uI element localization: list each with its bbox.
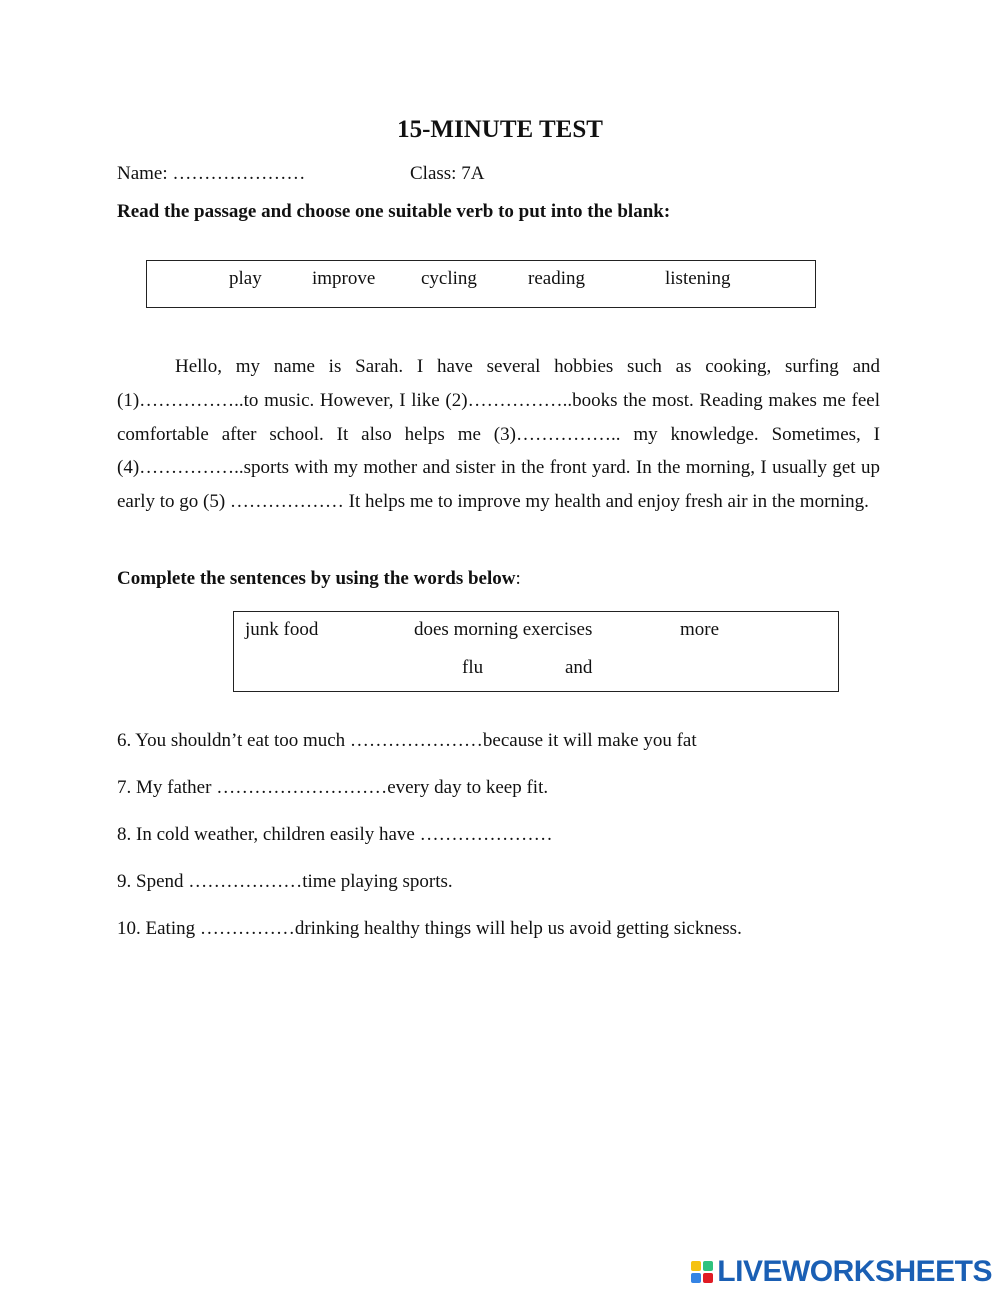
- page-title: 15-MINUTE TEST: [397, 116, 603, 143]
- question-10: 10. Eating ……………drinking healthy things will help us avoid getting sickness.: [117, 918, 742, 939]
- section2-instruction: [117, 568, 521, 590]
- word-bank-item: and: [565, 657, 593, 678]
- verb-word-box: [146, 260, 816, 308]
- word-bank-item: reading: [528, 268, 585, 289]
- section1-instruction: Read the passage and choose one suitable verb to put into the blank:: [117, 201, 671, 222]
- logo-text: LIVEWORKSHEETS: [717, 1255, 992, 1288]
- word-bank-item: does morning exercises: [414, 619, 593, 640]
- question-6: 6. You shouldn’t eat too much …………………because it will make you fat: [117, 730, 697, 751]
- word-bank-item: flu: [462, 657, 484, 678]
- word-bank-item: improve: [312, 268, 376, 289]
- reading-passage: [117, 350, 880, 519]
- word-bank-item: play: [229, 268, 262, 289]
- word-bank-item: junk food: [245, 619, 319, 640]
- section2-instruction-text: Complete the sentences by using the words below: [117, 568, 516, 589]
- logo-blocks-icon: [691, 1261, 713, 1283]
- class-label: Class: 7A: [410, 163, 485, 184]
- word-bank-item: more: [680, 619, 720, 640]
- word-bank-item: cycling: [421, 268, 477, 289]
- question-7: 7. My father ………………………every day to keep fit.: [117, 777, 549, 798]
- passage-text: Hello, my name is Sarah. I have several hobbies such as cooking, surfing and (1)……………..to music. However, I like (2)……………..books the most. Reading makes me feel comfortable after school. It also helps me (3)…………….. my knowledge. Sometimes, I (4)……………..sports with my mother and sister in the front yard. In the morning, I usually get up early to go (5) ……………… It helps me to improve my health and enjoy fresh air in the morning.: [117, 356, 880, 513]
- name-field: Name: …………………: [117, 163, 306, 184]
- word-bank-item: listening: [665, 268, 731, 289]
- section2-instruction-colon: :: [515, 568, 521, 589]
- phrase-word-box: [233, 611, 839, 692]
- liveworksheets-logo: [691, 1255, 992, 1289]
- question-9: 9. Spend ………………time playing sports.: [117, 871, 453, 892]
- question-8: 8. In cold weather, children easily have …………………: [117, 824, 553, 845]
